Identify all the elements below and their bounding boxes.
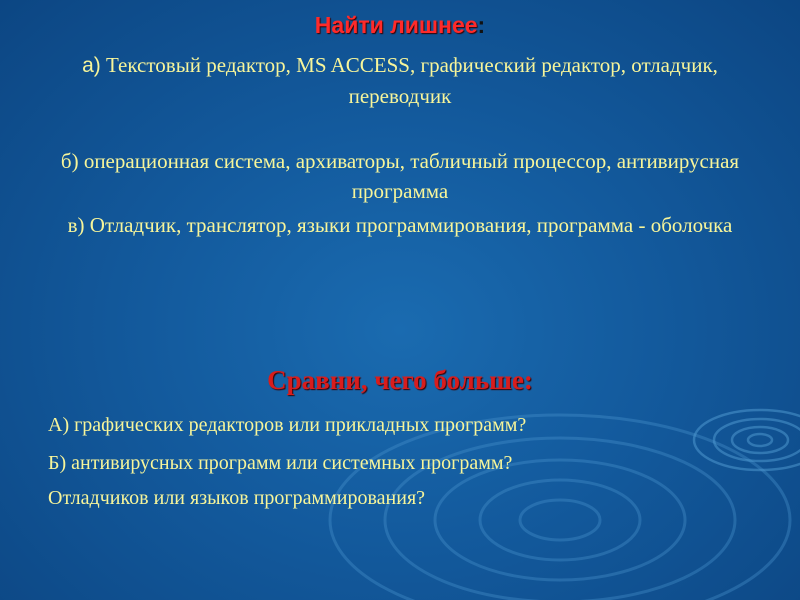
question-c: Отладчиков или языков программирования? [48, 487, 426, 509]
compare-heading: Сравни, чего больше: [267, 365, 533, 395]
item-a-label: а) [82, 54, 101, 77]
find-odd-title: Найти лишнее [314, 12, 478, 38]
find-odd-heading [0, 12, 800, 39]
find-odd-title-colon: : [477, 12, 486, 38]
item-a [40, 50, 760, 111]
question-b: Б) антивирусных программ или системных программ? [48, 452, 513, 474]
question-a: А) графических редакторов или прикладных программ? [48, 414, 527, 436]
item-a-text: Текстовый редактор, MS ACCESS, графический редактор, отладчик, переводчик [100, 53, 718, 108]
item-c: в) Отладчик, транслятор, языки программирования, программа - оболочка [67, 213, 733, 237]
item-b: б) операционная система, архиваторы, табличный процессор, антивирусная программа [60, 149, 740, 203]
